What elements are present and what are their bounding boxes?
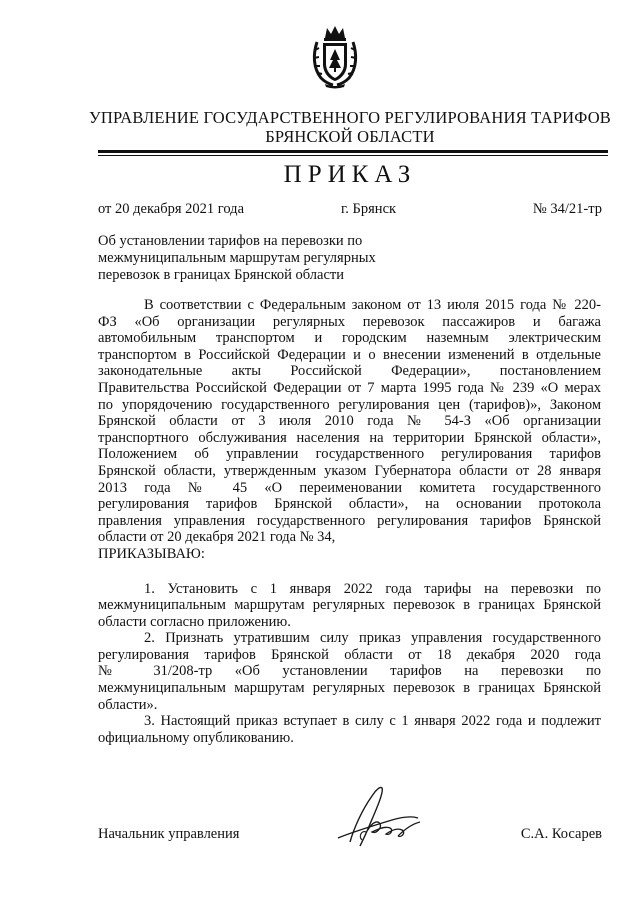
header-divider-thin xyxy=(98,155,608,156)
signatory-name: С.А. Косарев xyxy=(520,826,602,842)
item-line: области согласно приложению. xyxy=(98,613,291,630)
preamble-line: автомобильным транспортом и городским наземным электрическим xyxy=(98,330,601,347)
preamble-line: области от 20 декабря 2021 года № 34, xyxy=(98,529,336,546)
order-item-1 xyxy=(98,581,601,631)
preamble-line: законодательные акты Российской Федерации», постановлением xyxy=(98,363,601,380)
preamble-line: Правительства Российской Федерации от 7 марта 1995 года № 239 «О мерах xyxy=(98,379,601,396)
subject-line: Об установлении тарифов на перевозки по xyxy=(98,233,363,249)
document-number: № 34/21-тр xyxy=(532,201,602,217)
item-line: официальному опубликованию. xyxy=(98,729,294,746)
item-line: 1. Установить с 1 января 2022 года тарифы на перевозки по xyxy=(144,580,601,597)
subject-line: перевозок в границах Брянской области xyxy=(98,267,344,283)
preamble-line: транспортного обслуживания населения на территории Брянской области», xyxy=(98,429,601,446)
preamble-line: регулирования тарифов Брянской области», на основании протокола xyxy=(98,496,601,513)
paragraph-gap xyxy=(98,563,601,581)
preamble-line: В соответствии с Федеральным законом от 13 июля 2015 года № 220- xyxy=(144,297,601,313)
document-body xyxy=(98,297,601,746)
organization-name-line2: БРЯНСКОЙ ОБЛАСТИ xyxy=(265,127,435,146)
signatory-position: Начальник управления xyxy=(98,826,240,842)
document-title: ПРИКАЗ xyxy=(283,161,417,188)
item-line: межмуниципальным маршрутам регулярных перевозок в границах Брянской xyxy=(98,680,601,697)
header-divider-thick xyxy=(98,150,608,153)
order-item-3 xyxy=(98,713,601,746)
coat-of-arms-icon xyxy=(311,24,359,90)
preamble-line: ФЗ «Об организации регулярных перевозок пассажиров и багажа xyxy=(98,313,601,330)
handwritten-signature-icon xyxy=(332,780,442,854)
item-line: № 31/208-тр «Об установлении тарифов на перевозки по xyxy=(98,663,601,680)
preamble-line: транспортом в Российской Федерации и о внесении изменений в отдельные xyxy=(98,346,601,363)
preamble-line: Брянской области от 3 июля 2010 года № 54-З «Об организации xyxy=(98,413,601,430)
preamble-line: Положением об управлении государственного регулирования тарифов xyxy=(98,446,601,463)
item-line: 2. Признать утратившим силу приказ управления государственного xyxy=(144,630,601,647)
organization-name-line1: УПРАВЛЕНИЕ ГОСУДАРСТВЕННОГО РЕГУЛИРОВАНИЯ ТАРИФОВ xyxy=(88,108,612,127)
preamble-line: по упорядочению государственного регулирования цен (тарифов)», Законом xyxy=(98,396,601,413)
subject-line: межмуниципальным маршрутам регулярных xyxy=(98,250,376,266)
document-date: от 20 декабря 2021 года xyxy=(98,201,244,217)
preamble-line: правления управления государственного регулирования тарифов Брянской xyxy=(98,512,601,529)
document-subject xyxy=(98,233,418,284)
order-item-2 xyxy=(98,630,601,713)
item-line: 3. Настоящий приказ вступает в силу с 1 января 2022 года и подлежит xyxy=(144,713,601,730)
item-line: межмуниципальным маршрутам регулярных перевозок в границах Брянской xyxy=(98,597,601,614)
organization-name xyxy=(60,108,640,146)
preamble-line: Брянской области, утвержденным указом Губернатора области от 28 января xyxy=(98,462,601,479)
preamble-line: 2013 года № 45 «О переименовании комитета государственного xyxy=(98,479,601,496)
preamble-paragraph xyxy=(98,297,601,546)
item-line: регулирования тарифов Брянской области от 18 декабря 2020 года xyxy=(98,646,601,663)
order-word: ПРИКАЗЫВАЮ: xyxy=(98,545,205,562)
item-line: области». xyxy=(98,696,158,713)
document-city: г. Брянск xyxy=(341,201,397,217)
